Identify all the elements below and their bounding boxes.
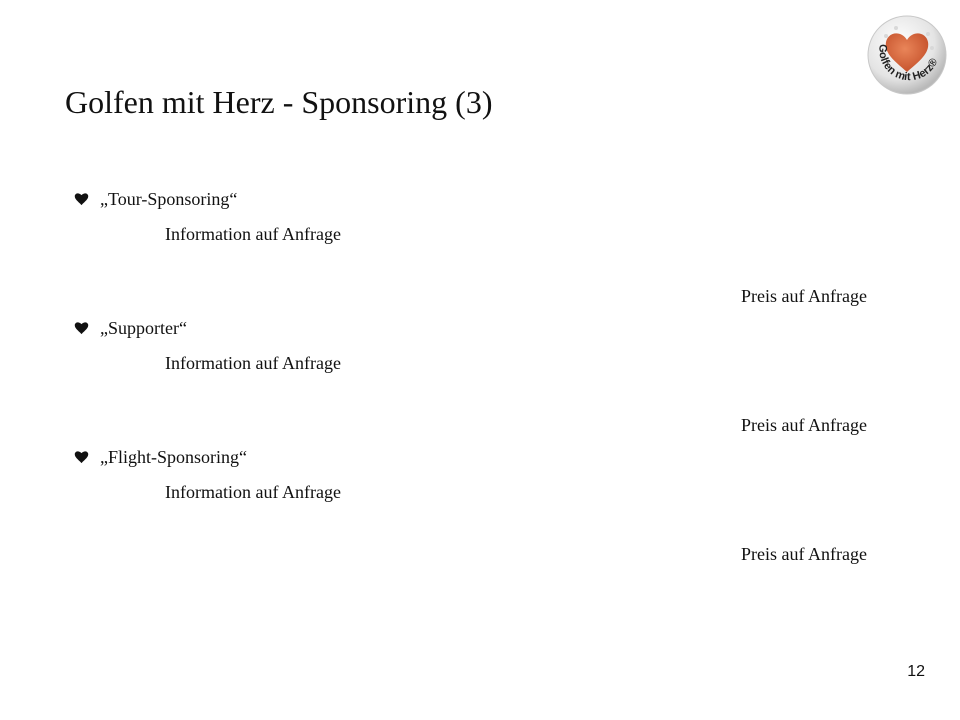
heart-icon: [74, 192, 89, 206]
heart-icon: [74, 450, 89, 464]
item-price-flight-sponsoring: Preis auf Anfrage: [741, 544, 867, 564]
item-label-tour-sponsoring: „Tour-Sponsoring“: [100, 189, 238, 209]
page-number: 12: [907, 663, 925, 680]
item-price-tour-sponsoring: Preis auf Anfrage: [741, 286, 867, 306]
item-info-supporter: Information auf Anfrage: [165, 353, 341, 373]
item-label-supporter: „Supporter“: [100, 318, 187, 338]
slide-title: Golfen mit Herz - Sponsoring (3): [65, 84, 493, 120]
item-price-supporter: Preis auf Anfrage: [741, 415, 867, 435]
list-item: [74, 445, 247, 469]
item-info-tour-sponsoring: Information auf Anfrage: [165, 224, 341, 244]
list-item: [74, 316, 187, 340]
item-info-flight-sponsoring: Information auf Anfrage: [165, 482, 341, 502]
logo-text: Golfen mit Herz®: [876, 43, 941, 84]
heart-icon: [74, 321, 89, 335]
golfen-mit-herz-logo: [866, 14, 948, 96]
list-item: [74, 187, 237, 211]
heart-golfball-logo-icon: [866, 14, 948, 96]
item-label-flight-sponsoring: „Flight-Sponsoring“: [100, 447, 247, 467]
